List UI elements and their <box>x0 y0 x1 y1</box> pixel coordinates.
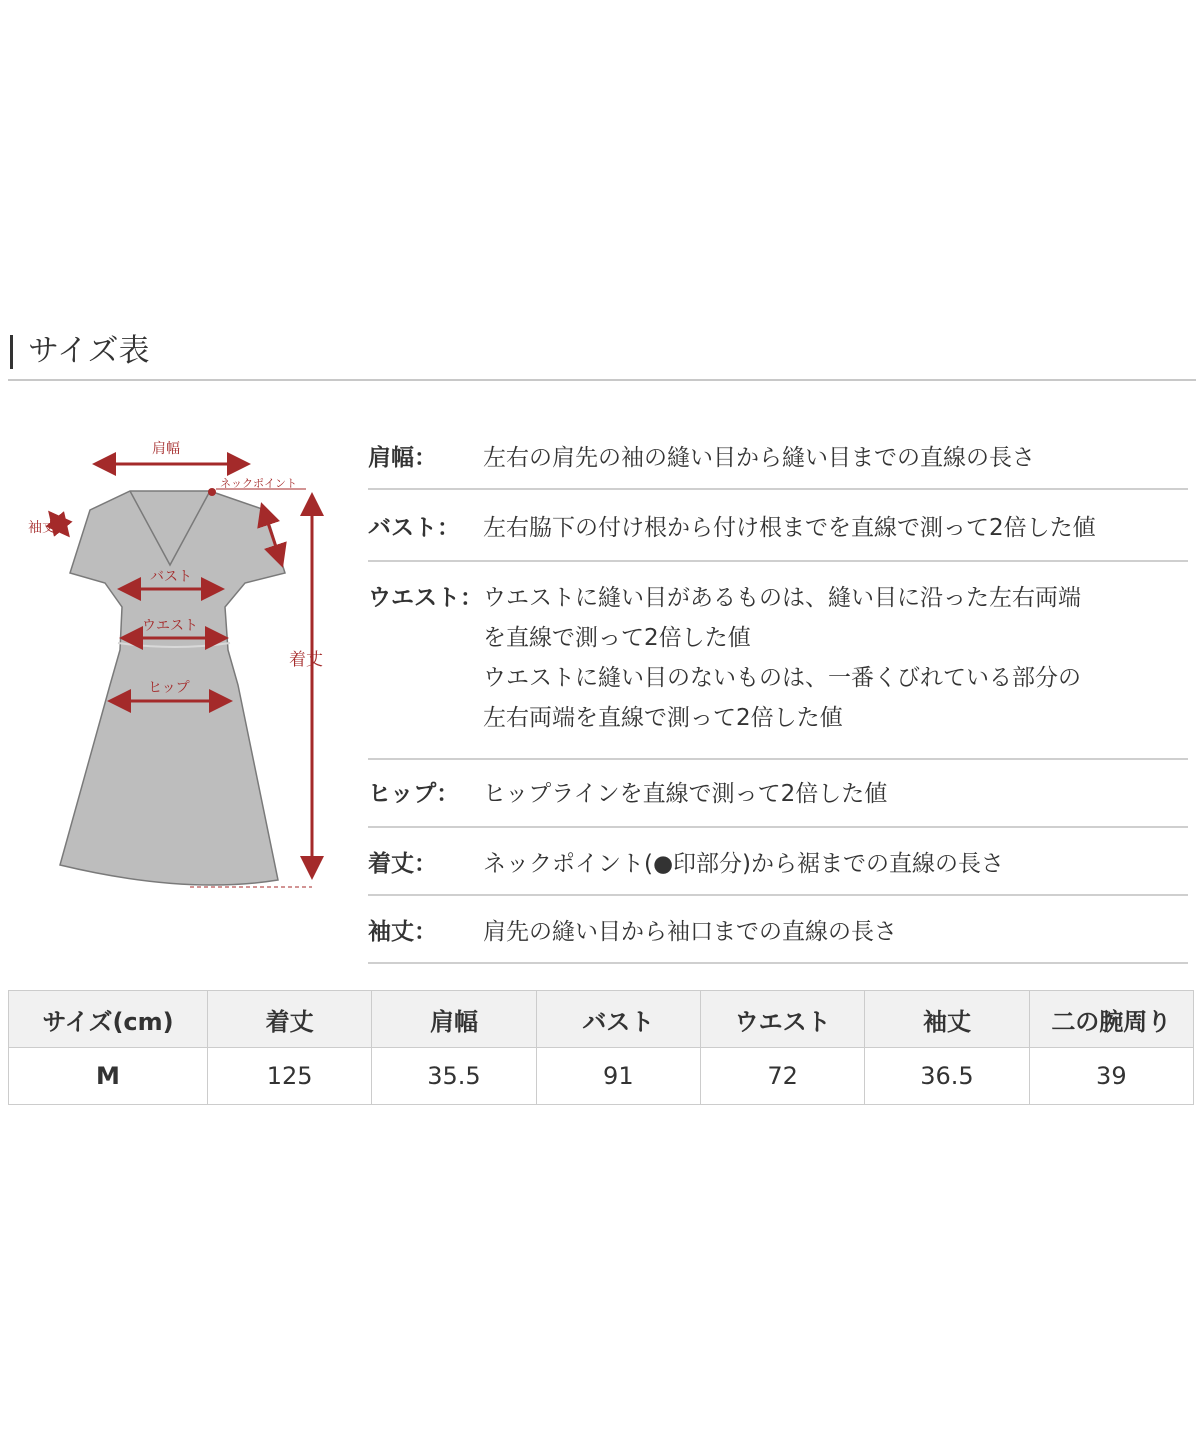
definition-description: 左右の肩先の袖の縫い目から縫い目までの直線の長さ <box>483 445 1035 471</box>
definition-description: ウエストに縫い目があるものは、縫い目に沿った左右両端 を直線で測って2倍した値 ウエストに縫い目のないものは、一番くびれている部分の 左右両端を直線で測って2倍した値 <box>483 585 1081 731</box>
table-cell: 35.5 <box>372 1048 536 1105</box>
column-header: ウエスト <box>700 991 864 1048</box>
definition-description: ヒップラインを直線で測って2倍した値 <box>483 781 888 807</box>
title-divider <box>8 379 1196 381</box>
neck-point-label: ネックポイント <box>220 477 297 490</box>
neck-point-marker <box>208 488 216 496</box>
definition-term: バスト： <box>368 515 460 541</box>
definition-term: 肩幅： <box>368 445 437 471</box>
column-header: 着丈 <box>208 991 372 1048</box>
table-cell: 36.5 <box>865 1048 1029 1105</box>
section-header <box>8 325 1196 380</box>
table-cell: M <box>9 1048 208 1105</box>
shoulder-label: 肩幅 <box>152 441 180 457</box>
definition-term: ウエスト： <box>368 585 483 611</box>
definition-row <box>368 430 1188 490</box>
column-header: 肩幅 <box>372 991 536 1048</box>
definition-description: 肩先の縫い目から袖口までの直線の長さ <box>483 919 897 945</box>
waist-label: ウエスト <box>142 618 198 634</box>
table-row <box>9 1048 1194 1105</box>
table-cell: 91 <box>536 1048 700 1105</box>
definition-row <box>368 490 1188 562</box>
definition-row <box>368 828 1188 896</box>
column-header: バスト <box>536 991 700 1048</box>
garment-diagram <box>20 425 340 905</box>
bust-label: バスト <box>150 569 192 585</box>
definition-description: ネックポイント(●印部分)から裾までの直線の長さ <box>483 851 1005 877</box>
definition-term: ヒップ： <box>368 781 460 807</box>
table-cell: 72 <box>700 1048 864 1105</box>
table-cell: 125 <box>208 1048 372 1105</box>
page-title: サイズ表 <box>28 333 150 369</box>
definition-term: 着丈： <box>368 851 437 877</box>
size-table <box>8 990 1194 1105</box>
column-header: 袖丈 <box>865 991 1029 1048</box>
title-accent-bar <box>10 335 13 369</box>
column-header: サイズ(cm) <box>9 991 208 1048</box>
hip-label: ヒップ <box>148 680 190 696</box>
length-label: 着丈 <box>289 650 323 670</box>
definition-row <box>368 760 1188 828</box>
definition-row <box>368 896 1188 964</box>
sleeve-label: 袖丈 <box>28 520 56 536</box>
table-cell: 39 <box>1029 1048 1193 1105</box>
definition-term: 袖丈： <box>368 919 437 945</box>
measurement-definitions <box>368 430 1188 964</box>
definition-row <box>368 562 1188 760</box>
table-header-row <box>9 991 1194 1048</box>
definition-description: 左右脇下の付け根から付け根までを直線で測って2倍した値 <box>483 515 1096 541</box>
column-header: 二の腕周り <box>1029 991 1193 1048</box>
